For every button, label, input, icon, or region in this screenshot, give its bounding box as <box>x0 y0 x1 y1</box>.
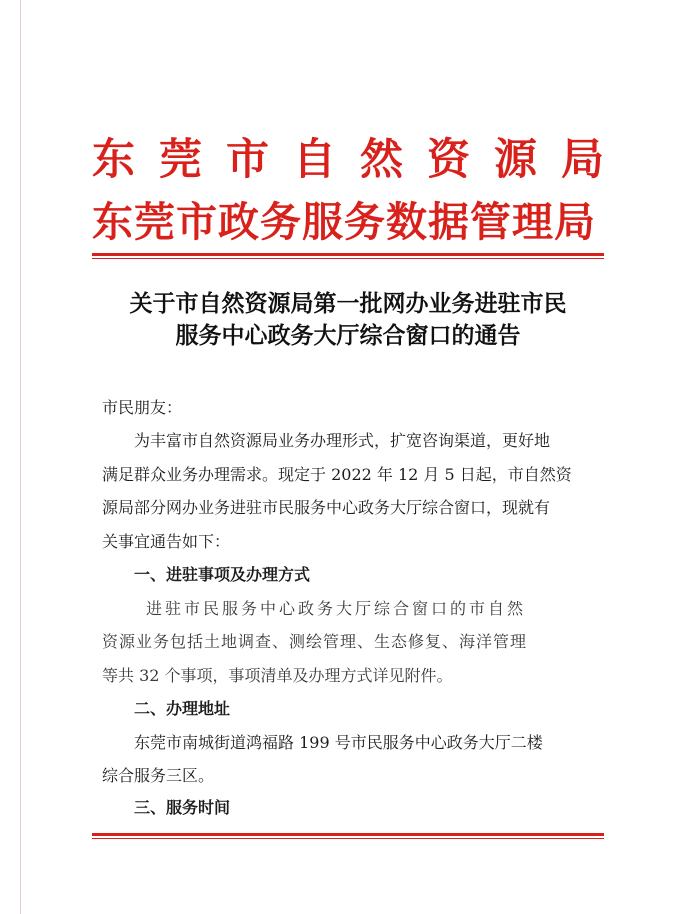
section2-line-2: 综合服务三区。 <box>102 766 215 785</box>
footer-separator-thin <box>92 838 604 839</box>
issuer-name-natural-resources <box>92 130 604 190</box>
issuer-char: 自 <box>293 135 336 185</box>
section1-line-1: 进驻市民服务中心政务大厅综合窗口的市自然 <box>146 599 527 618</box>
footer-separator-thick <box>92 833 604 836</box>
section-heading-2: 二、办理地址 <box>134 699 231 718</box>
issuer-char: 资 <box>427 135 470 185</box>
issuer-char: 局 <box>561 135 604 185</box>
intro-line-2: 满足群众业务办理需求。现定于 2022 年 12 月 5 日起，市自然资 <box>102 465 572 484</box>
issuer-name-government-services: 东莞市政务服务数据管理局 <box>92 198 596 246</box>
document-title-line2: 服务中心政务大厅综合窗口的通告 <box>175 322 521 349</box>
issuer-char: 源 <box>494 135 537 185</box>
section2-line-1: 东莞市南城街道鸿福路 199 号市民服务中心政务大厅二楼 <box>134 733 543 752</box>
salutation: 市民朋友： <box>102 398 183 417</box>
issuer-char: 然 <box>360 135 403 185</box>
section1-line-3: 等共 32 个事项，事项清单及办理方式详见附件。 <box>102 666 453 685</box>
section1-line-2: 资源业务包括土地调查、测绘管理、生态修复、海洋管理 <box>102 632 528 651</box>
issuer-char: 市 <box>226 135 269 185</box>
page-edge-line <box>20 0 21 914</box>
section-heading-3: 三、服务时间 <box>134 798 231 817</box>
intro-line-3: 源局部分网办业务进驻市民服务中心政务大厅综合窗口，现就有 <box>102 498 551 517</box>
header-separator-thin <box>92 258 604 259</box>
section-heading-1: 一、进驻事项及办理方式 <box>134 565 311 584</box>
header-separator-thick <box>92 253 604 256</box>
issuer-char: 莞 <box>159 135 202 185</box>
intro-line-4: 关事宜通告如下： <box>102 532 231 551</box>
document-title-line1: 关于市自然资源局第一批网办业务进驻市民 <box>129 290 567 317</box>
intro-line-1: 为丰富市自然资源局业务办理形式，扩宽咨询渠道，更好地 <box>134 431 551 450</box>
issuer-char: 东 <box>92 135 135 185</box>
